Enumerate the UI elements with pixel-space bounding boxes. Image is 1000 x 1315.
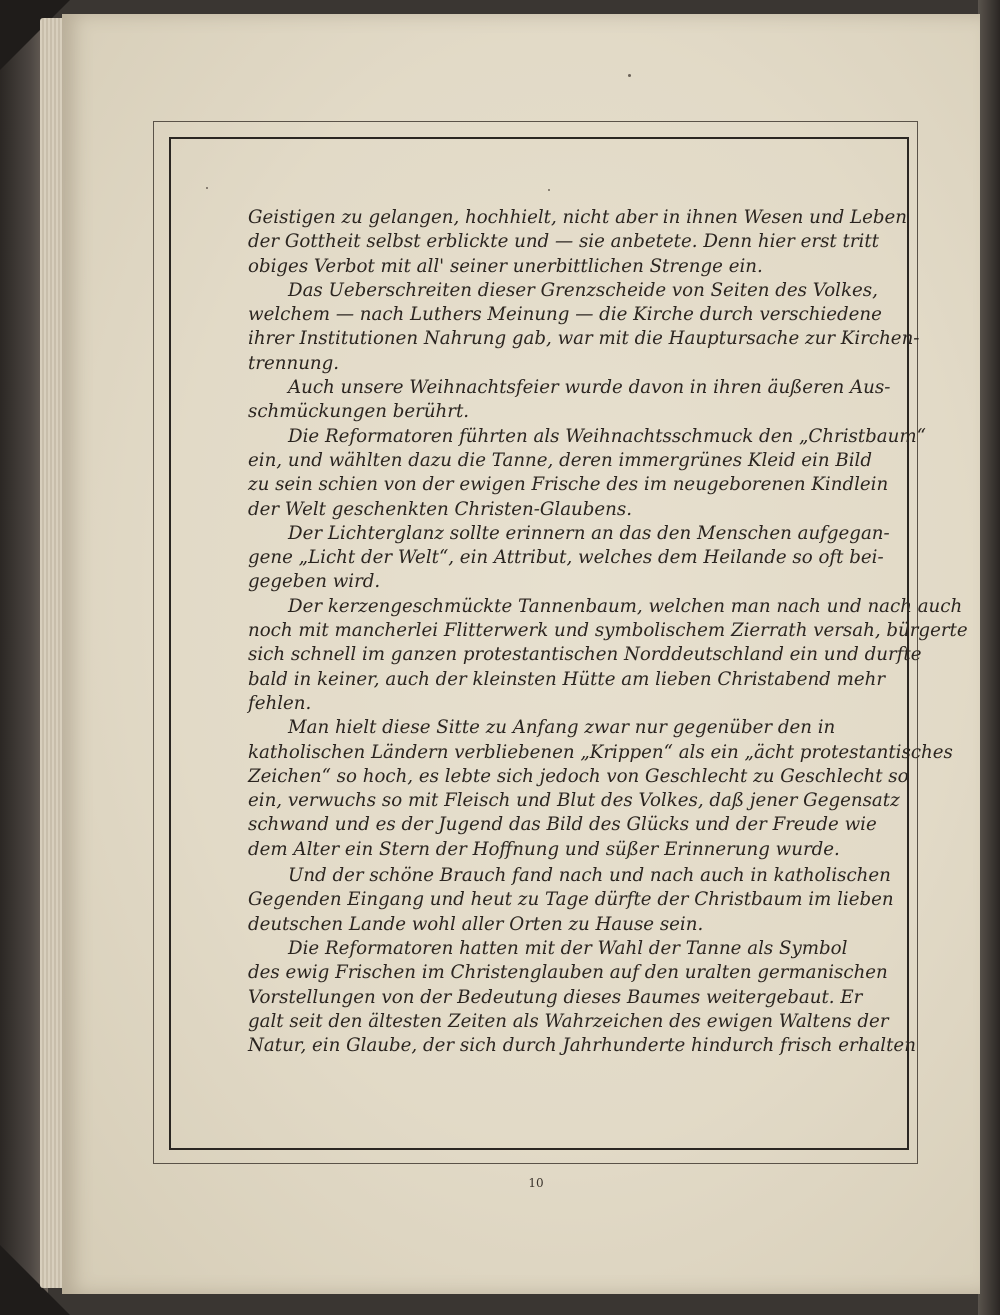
text-line: Der kerzengeschmückte Tannenbaum, welchen man nach und nach auch [288,595,963,617]
paragraph [248,279,920,376]
text-line: galt seit den ältesten Zeiten als Wahrzeichen des ewigen Waltens der [248,1010,889,1032]
paragraph [248,595,968,716]
body-text [248,206,968,1058]
text-line: welchem — nach Luthers Meinung — die Kirche durch verschiedene [248,304,882,326]
text-line: des ewig Frischen im Christenglauben auf den uralten germanischen [248,962,888,984]
text-line: schmückungen berührt. [248,401,470,423]
text-line: ihrer Institutionen Nahrung gab, war mit die Hauptursache zur Kirchen- [248,328,920,350]
text-line: Auch unsere Weihnachtsfeier wurde davon in ihren äußeren Aus- [288,377,891,399]
text-line: noch mit mancherlei Flitterwerk und symbolischem Zierrath versah, bürgerte [248,620,968,642]
text-line: Man hielt diese Sitte zu Anfang zwar nur gegenüber den in [288,717,836,739]
text-line: Zeichen“ so hoch, es lebte sich jedoch von Geschlecht zu Geschlecht so [248,765,909,787]
text-line: Geistigen zu gelangen, hochhielt, nicht aber in ihnen Wesen und Leben [248,207,907,228]
text-line: obiges Verbot mit all' seiner unerbittlichen Strenge ein. [248,255,763,277]
text-line: Die Reformatoren führten als Weihnachtsschmuck den „Christbaum“ [288,425,926,447]
text-line: fehlen. [248,692,312,714]
text-line: der Gottheit selbst erblickte und — sie anbetete. Denn hier erst tritt [248,231,879,253]
text-line: Die Reformatoren hatten mit der Wahl der Tanne als Symbol [288,937,848,959]
paragraph [248,206,907,279]
paragraph [248,716,953,862]
page-number: 10 [528,1176,544,1190]
text-line: ein, verwuchs so mit Fleisch und Blut des Volkes, daß jener Gegensatz [248,790,900,812]
paragraph [248,376,891,425]
text-line: Natur, ein Glaube, der sich durch Jahrhunderte hindurch frisch erhalten [248,1035,916,1057]
text-line: Vorstellungen von der Bedeutung dieses Baumes weitergebaut. Er [248,986,863,1008]
paragraph [248,937,916,1058]
text-line: Der Lichterglanz sollte erinnern an das den Menschen aufgegan- [288,522,890,544]
book-cover-right [978,0,1000,1315]
text-line: katholischen Ländern verbliebenen „Krippen“ als ein „ächt protestantisches [248,741,953,763]
text-line: der Welt geschenkten Christen-Glaubens. [248,498,633,520]
paragraph [248,522,890,595]
text-line: ein, und wählten dazu die Tanne, deren immergrünes Kleid ein Bild [248,449,872,471]
text-line: Gegenden Eingang und heut zu Tage dürfte der Christbaum im lieben [248,889,894,911]
text-line: sich schnell im ganzen protestantischen Norddeutschland ein und durfte [248,644,922,666]
text-line: gegeben wird. [248,571,381,593]
paper-speck [628,74,631,77]
text-line: deutschen Lande wohl aller Orten zu Hause sein. [248,913,704,935]
text-line: bald in keiner, auch der kleinsten Hütte am lieben Christabend mehr [248,668,886,690]
text-line: gene „Licht der Welt“, ein Attribut, welches dem Heilande so oft bei- [248,547,884,569]
text-line: schwand und es der Jugend das Bild des Glücks und der Freude wie [248,814,877,836]
text-line: Und der schöne Brauch fand nach und nach auch in katholischen [288,865,891,887]
text-line: trennung. [248,352,340,374]
text-line: Das Ueberschreiten dieser Grenzscheide von Seiten des Volkes, [288,279,878,301]
text-line: dem Alter ein Stern der Hoffnung und süßer Erinnerung wurde. [248,838,840,860]
paragraph [248,864,894,937]
paragraph [248,425,926,522]
text-line: zu sein schien von der ewigen Frische des im neugeborenen Kindlein [248,474,889,496]
